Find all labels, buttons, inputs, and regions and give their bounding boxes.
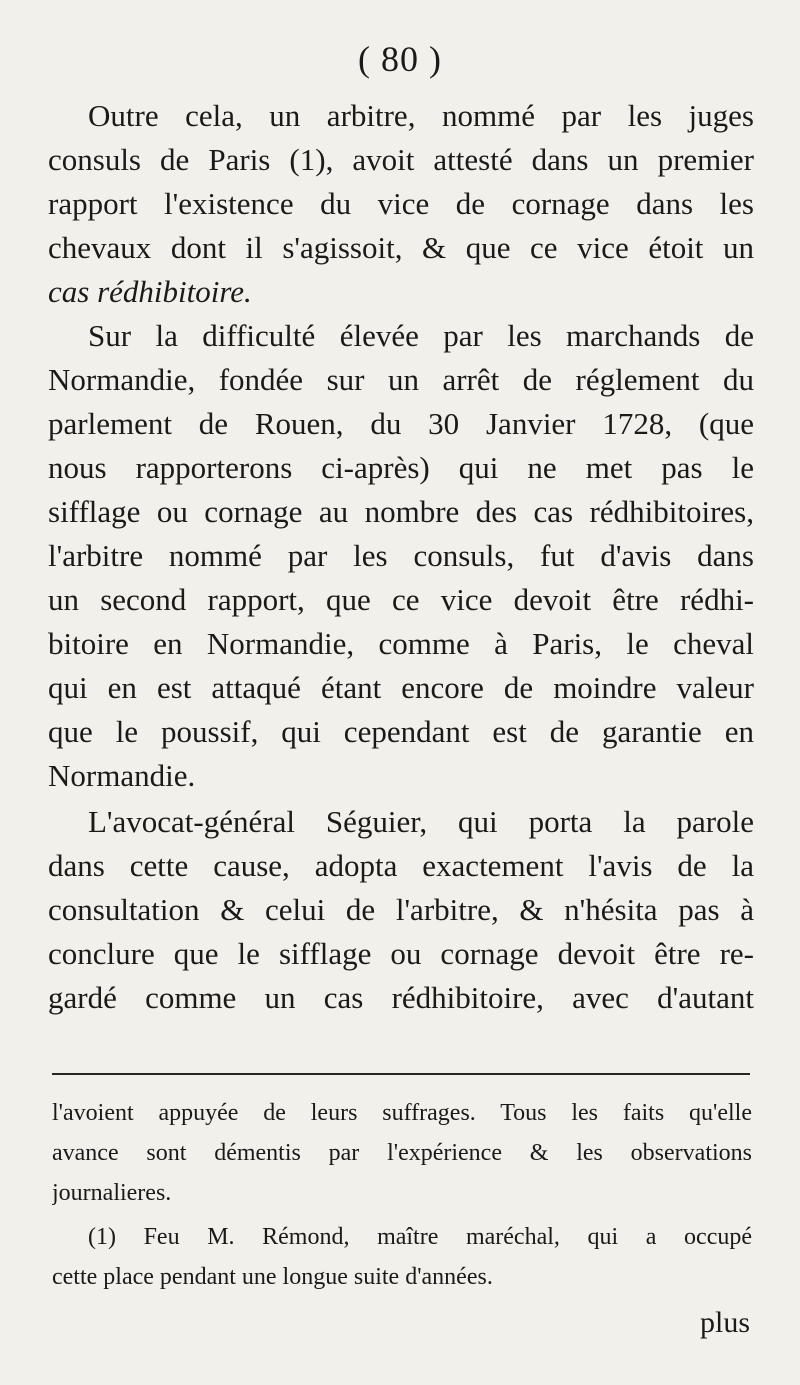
body-line: L'avocat-général Séguier, qui porta la parole (88, 804, 754, 839)
footnote-rule (52, 1073, 750, 1075)
body-line: qui en est attaqué étant encore de moindre valeur (48, 670, 754, 705)
body-line: rapport l'existence du vice de cornage dans les (48, 186, 754, 221)
catchword: plus (699, 1306, 750, 1339)
footnote-line: avance sont démentis par l'expérience & les observations (52, 1140, 752, 1166)
body-line: cas rédhibitoire. (48, 274, 252, 309)
body-line: nous rapporterons ci-après) qui ne met pas le (48, 450, 754, 485)
body-line: Normandie, fondée sur un arrêt de réglement du (48, 362, 754, 397)
footnote-line: l'avoient appuyée de leurs suffrages. Tous les faits qu'elle (52, 1100, 752, 1126)
body-line: bitoire en Normandie, comme à Paris, le cheval (48, 626, 754, 661)
body-line: sifflage ou cornage au nombre des cas rédhibitoires, (48, 494, 754, 529)
body-line: consultation & celui de l'arbitre, & n'hésita pas à (48, 892, 754, 927)
body-line: parlement de Rouen, du 30 Janvier 1728, (que (48, 406, 754, 441)
body-line: l'arbitre nommé par les consuls, fut d'avis dans (48, 538, 754, 573)
footnote-line: (1) Feu M. Rémond, maître maréchal, qui a occupé (88, 1224, 752, 1250)
body-line: conclure que le sifflage ou cornage devoit être re- (48, 936, 754, 971)
body-line: Normandie. (48, 758, 196, 793)
body-line: que le poussif, qui cependant est de garantie en (48, 714, 754, 749)
body-line: dans cette cause, adopta exactement l'avis de la (48, 848, 754, 883)
footnote-line: cette place pendant une longue suite d'années. (52, 1264, 493, 1290)
body-line: consuls de Paris (1), avoit attesté dans un premier (48, 142, 754, 177)
footnote-line: journalieres. (52, 1180, 172, 1206)
page-number: ( 80 ) (358, 39, 442, 79)
body-line: Outre cela, un arbitre, nommé par les juges (88, 98, 754, 133)
body-line: chevaux dont il s'agissoit, & que ce vice étoit un (48, 230, 754, 265)
body-line: un second rapport, que ce vice devoit être rédhi- (48, 582, 754, 617)
body-line: gardé comme un cas rédhibitoire, avec d'autant (48, 980, 754, 1015)
body-line: Sur la difficulté élevée par les marchands de (88, 318, 754, 353)
